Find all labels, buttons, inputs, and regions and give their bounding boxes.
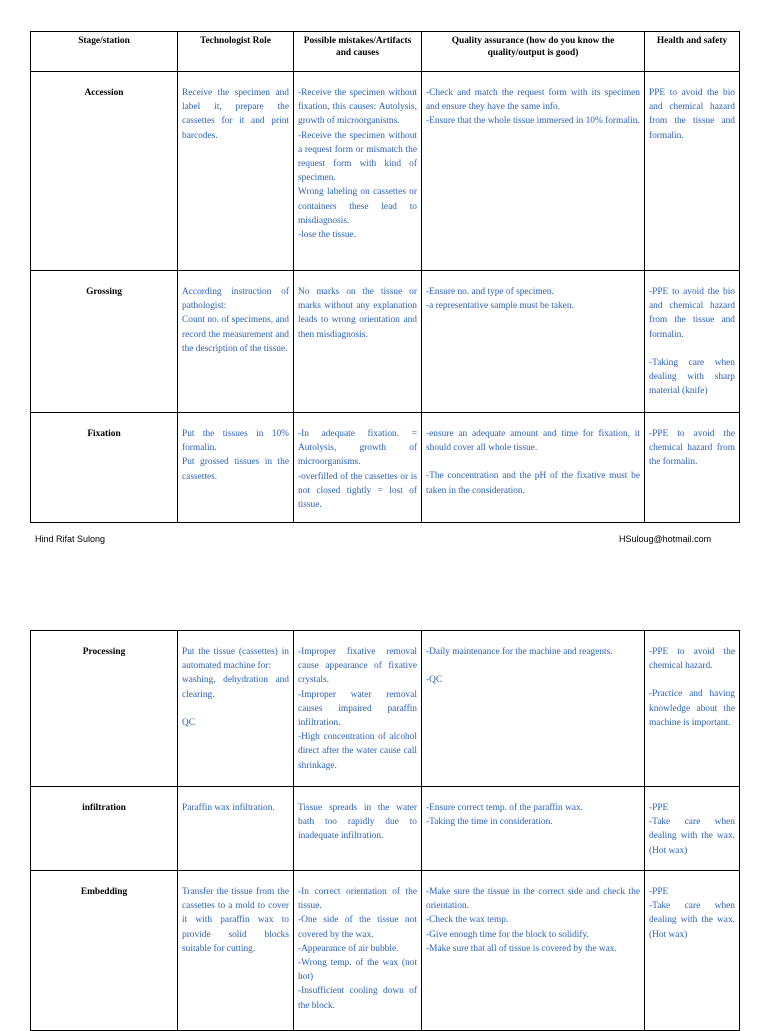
safety-cell <box>645 413 740 523</box>
stage-cell: Embedding <box>31 871 178 1031</box>
cell-line: -The concentration and the pH of the fixative must be taken in the consideration. <box>426 471 640 496</box>
stage-cell: Fixation <box>31 413 178 523</box>
cell-line: -Practice and having knowledge about the machine is important. <box>649 689 735 728</box>
mistakes-cell <box>294 72 422 271</box>
cell-line: -Check the wax temp. <box>426 915 509 926</box>
cell-line: Put grossed tissues in the cassettes. <box>182 457 289 482</box>
paragraph-gap <box>426 455 640 469</box>
cell-line: No marks on the tissue or marks without any explanation leads to wrong orientation and then misdiagnosis. <box>298 287 417 340</box>
cell-line: -a representative sample must be taken. <box>426 301 574 312</box>
cell-line: washing, dehydration and clearing. <box>182 675 289 700</box>
safety-cell <box>645 271 740 413</box>
header-health-safety: Health and safety <box>645 32 740 72</box>
cell-line: -Receive the specimen without fixation, this causes: Autolysis, growth of microorganisms. <box>298 88 417 127</box>
cell-line: -PPE to avoid the chemical hazard from the formalin. <box>649 429 735 468</box>
cell-line: -Ensure that the whole tissue immersed in 10% formalin. <box>426 116 640 127</box>
protocol-table-page-2 <box>30 630 740 1031</box>
paragraph-gap <box>649 342 735 356</box>
protocol-table-page-1 <box>30 31 740 523</box>
cell-line: Count no. of specimens, and record the measurement and the description of the tissue. <box>182 315 289 354</box>
mistakes-cell <box>294 631 422 787</box>
table-row <box>31 413 740 523</box>
cell-line: -Give enough time for the block to solidify. <box>426 929 589 940</box>
cell-line: Put the tissue (cassettes) in automated machine for: <box>182 647 289 672</box>
cell-line: QC <box>182 717 196 728</box>
role-cell <box>178 787 294 871</box>
paragraph-gap <box>649 673 735 687</box>
header-row <box>31 32 740 72</box>
cell-line: PPE to avoid the bio and chemical hazard from the tissue and formalin. <box>649 88 735 141</box>
stage-cell: Processing <box>31 631 178 787</box>
cell-line: Put the tissues in 10% formalin. <box>182 429 289 454</box>
role-cell <box>178 871 294 1031</box>
quality-cell <box>422 871 645 1031</box>
cell-line: -Ensure correct temp. of the paraffin wax. <box>426 803 584 813</box>
cell-line: Tissue spreads in the water bath too rapidly due to inadequate infiltration. <box>298 803 417 842</box>
cell-line: -PPE to avoid the bio and chemical hazard from the tissue and formalin. <box>649 287 735 340</box>
quality-cell <box>422 413 645 523</box>
cell-line: -Taking care when dealing with sharp material (knife) <box>649 357 735 397</box>
mistakes-cell <box>294 871 422 1031</box>
cell-line: -In adequate fixation. = Autolysis, growth of microorganisms. <box>298 429 417 468</box>
mistakes-cell <box>294 413 422 523</box>
role-cell <box>178 631 294 787</box>
cell-line: -In correct orientation of the tissue. <box>298 887 417 912</box>
role-cell <box>178 72 294 271</box>
cell-line: -Take care when dealing with the wax. (Hot wax) <box>649 817 735 856</box>
safety-cell <box>645 787 740 871</box>
cell-line: -Wrong temp. of the wax (not hot) <box>298 958 417 983</box>
cell-line: -overfilled of the cassettes or is not closed tightly = lost of tissue. <box>298 471 417 511</box>
cell-line: -Improper fixative removal cause appearance of fixative crystals. <box>298 647 417 686</box>
header-mistakes: Possible mistakes/Artifacts and causes <box>294 32 422 72</box>
cell-line: -Insufficient cooling down of the block. <box>298 986 417 1011</box>
mistakes-cell <box>294 787 422 871</box>
role-cell <box>178 413 294 523</box>
stage-cell: infiltration <box>31 787 178 871</box>
cell-line: -High concentration of alcohol direct after the water cause call shrinkage. <box>298 732 417 771</box>
cell-line: Transfer the tissue from the cassettes to a mold to cover it with paraffin wax to provide solid blocks suitable for cutting. <box>182 887 289 954</box>
table-row <box>31 631 740 787</box>
cell-line: -Make sure that all of tissue is covered by the wax. <box>426 943 617 954</box>
cell-line: -Make sure the tissue in the correct side and check the orientation. <box>426 887 640 912</box>
cell-line: -ensure an adequate amount and time for fixation, it should cover all whole tissue. <box>426 429 640 454</box>
cell-line: -One side of the tissue not covered by the wax. <box>298 915 417 940</box>
footer-author: Hind Rifat Sulong <box>35 534 106 544</box>
safety-cell <box>645 631 740 787</box>
quality-cell <box>422 631 645 787</box>
header-quality-assurance: Quality assurance (how do you know the quality/output is good) <box>422 32 645 72</box>
cell-line: -PPE <box>649 887 669 897</box>
header-role: Technologist Role <box>178 32 294 72</box>
cell-line: -Improper water removal causes impaired paraffin infiltration. <box>298 689 417 729</box>
footer-email: HSuloug@hotmail.com <box>619 534 712 544</box>
cell-line: Wrong labeling on cassettes or containers these lead to misdiagnosis. <box>298 187 417 226</box>
cell-line: -Check and match the request form with its specimen and ensure they have the same info. <box>426 88 640 113</box>
stage-cell: Grossing <box>31 271 178 413</box>
paragraph-gap <box>182 702 289 716</box>
stage-cell: Accession <box>31 72 178 271</box>
cell-line: -Ensure no. and type of specimen. <box>426 287 554 297</box>
cell-line: -Take care when dealing with the wax. (Hot wax) <box>649 901 735 940</box>
table-row <box>31 271 740 413</box>
safety-cell <box>645 72 740 271</box>
mistakes-cell <box>294 271 422 413</box>
cell-line: Receive the specimen and label it, prepare the cassettes for it and print barcodes. <box>182 88 289 141</box>
cell-line: -Receive the specimen without a request form or mismatch the request form with kind of specimen. <box>298 130 417 184</box>
cell-line: According instruction of pathologist: <box>182 287 289 312</box>
cell-line: -Taking the time in consideration. <box>426 817 553 828</box>
role-cell <box>178 271 294 413</box>
table-row <box>31 72 740 271</box>
quality-cell <box>422 271 645 413</box>
quality-cell <box>422 72 645 271</box>
cell-line: -lose the tissue. <box>298 230 357 241</box>
cell-line: -Daily maintenance for the machine and reagents. <box>426 647 613 657</box>
cell-line: -PPE <box>649 803 669 813</box>
quality-cell <box>422 787 645 871</box>
cell-line: -Appearance of air bubble. <box>298 943 399 954</box>
table-row <box>31 787 740 871</box>
table-row <box>31 871 740 1031</box>
cell-line: -QC <box>426 675 443 686</box>
cell-line: -PPE to avoid the chemical hazard. <box>649 647 735 672</box>
header-stage: Stage/station <box>31 32 178 72</box>
cell-line: Paraffin wax infiltration. <box>182 803 275 813</box>
safety-cell <box>645 871 740 1031</box>
paragraph-gap <box>426 659 640 673</box>
